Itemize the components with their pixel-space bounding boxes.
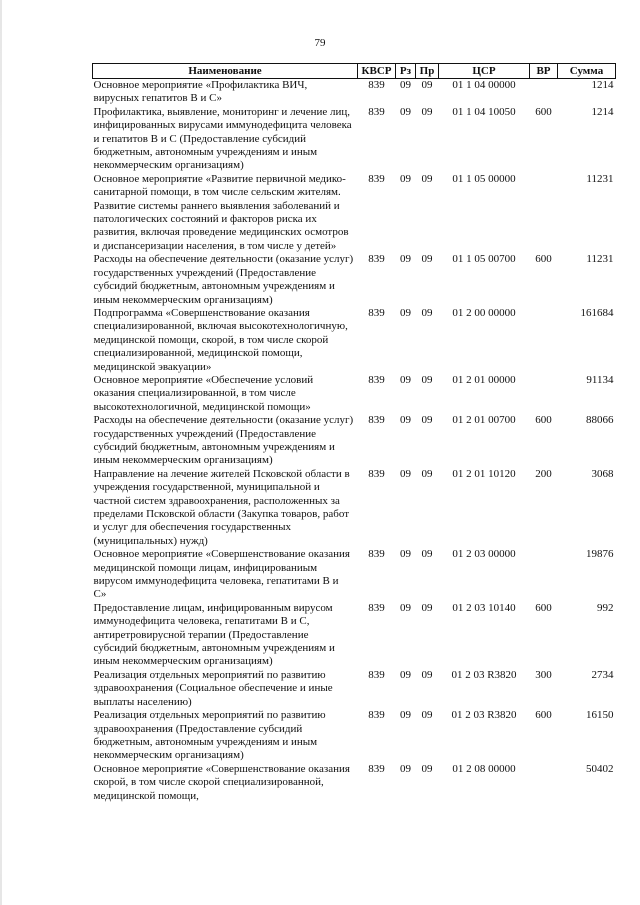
row-csr: 01 2 08 00000 bbox=[452, 762, 516, 775]
row-name: Основное мероприятие «Обеспечение условий оказания специализированной, в том числе высокотехнологичной, медицинской помощи» bbox=[93, 373, 314, 413]
row-sum: 3068 bbox=[591, 467, 614, 480]
table-row bbox=[93, 253, 616, 307]
row-sum: 2734 bbox=[591, 668, 614, 681]
row-sum: 1214 bbox=[591, 79, 614, 91]
row-kvsr: 839 bbox=[368, 414, 385, 427]
row-sum: 91134 bbox=[586, 373, 614, 386]
row-vr bbox=[530, 307, 558, 374]
row-vr: 600 bbox=[535, 709, 552, 722]
header-rz: Рз bbox=[396, 64, 416, 79]
row-vr: 600 bbox=[535, 253, 552, 266]
row-rz: 09 bbox=[400, 709, 411, 722]
row-rz: 09 bbox=[400, 253, 411, 266]
row-rz: 09 bbox=[400, 172, 411, 185]
row-rz: 09 bbox=[400, 668, 411, 681]
page-number: 79 bbox=[314, 37, 326, 49]
row-sum: 11231 bbox=[586, 172, 614, 185]
row-csr: 01 1 05 00000 bbox=[452, 172, 516, 185]
row-vr bbox=[530, 374, 558, 414]
row-sum: 19876 bbox=[586, 548, 614, 561]
row-sum: 1214 bbox=[591, 105, 614, 118]
row-kvsr: 839 bbox=[368, 172, 385, 185]
row-csr: 01 1 05 00700 bbox=[452, 253, 516, 266]
row-kvsr: 839 bbox=[368, 253, 385, 266]
budget-table bbox=[92, 63, 616, 803]
row-rz: 09 bbox=[400, 414, 411, 427]
row-csr: 01 2 00 00000 bbox=[452, 306, 516, 319]
row-pr: 09 bbox=[421, 373, 433, 386]
row-name: Профилактика, выявление, мониторинг и лечение лиц, инфицированных вирусами иммунодефицита человека и гепатитов В и С (Предоставление субсидий бюджетным, автономным учреждениям и иным некоммерческим организациям) bbox=[93, 105, 352, 172]
table-row bbox=[93, 374, 616, 414]
row-csr: 01 1 04 10050 bbox=[452, 105, 516, 118]
row-pr: 09 bbox=[421, 172, 433, 185]
row-kvsr: 839 bbox=[368, 709, 385, 722]
row-rz: 09 bbox=[400, 79, 411, 91]
row-vr: 300 bbox=[535, 668, 552, 681]
row-kvsr: 839 bbox=[368, 306, 385, 319]
row-pr: 09 bbox=[421, 709, 433, 722]
table-row bbox=[93, 669, 616, 709]
row-csr: 01 2 03 00000 bbox=[452, 548, 516, 561]
row-kvsr: 839 bbox=[368, 548, 385, 561]
row-sum: 11231 bbox=[586, 253, 614, 266]
row-csr: 01 2 03 10140 bbox=[452, 601, 516, 614]
row-name: Предоставление лицам, инфицированным вирусом иммунодефицита человека, гепатитами В и С, антиретровирусной терапии (Предоставление субсидий бюджетным, автономным учреждениям и иным некоммерческим организациям) bbox=[93, 601, 335, 668]
row-csr: 01 1 04 00000 bbox=[452, 79, 516, 91]
row-pr: 09 bbox=[421, 79, 433, 91]
row-pr: 09 bbox=[421, 668, 433, 681]
header-vr: ВР bbox=[530, 64, 558, 79]
row-pr: 09 bbox=[421, 253, 433, 266]
row-name: Реализация отдельных мероприятий по развитию здравоохранения (Предоставление субсидий бюджетным, автономным учреждениям и иным некоммерческим организациям) bbox=[93, 709, 326, 762]
header-pr: Пр bbox=[416, 64, 439, 79]
table-row bbox=[93, 602, 616, 669]
row-vr bbox=[530, 79, 558, 106]
row-rz: 09 bbox=[400, 548, 411, 561]
row-name: Расходы на обеспечение деятельности (оказание услуг) государственных учреждений (Предоставление субсидий бюджетным, автономным учреждениям и иным некоммерческим организациям) bbox=[93, 414, 354, 467]
row-name: Направление на лечение жителей Псковской области в учреждения государственной, муниципальной и частной систем здравоохранения, расположенных за пределами Псковской области (Закупка товаров, работ и услуг для обеспечения государственных (муниципальных) нужд) bbox=[93, 467, 350, 547]
row-kvsr: 839 bbox=[368, 467, 385, 480]
row-csr: 01 2 03 R3820 bbox=[451, 668, 517, 681]
row-csr: 01 2 01 00000 bbox=[452, 373, 516, 386]
row-rz: 09 bbox=[400, 762, 411, 775]
row-vr: 200 bbox=[535, 467, 552, 480]
row-pr: 09 bbox=[421, 414, 433, 427]
row-kvsr: 839 bbox=[368, 105, 385, 118]
row-pr: 09 bbox=[421, 467, 433, 480]
table-body bbox=[93, 79, 616, 803]
header-kvsr: КВСР bbox=[358, 64, 396, 79]
row-vr: 600 bbox=[535, 105, 552, 118]
table-row bbox=[93, 468, 616, 548]
table-row bbox=[93, 106, 616, 173]
row-name: Реализация отдельных мероприятий по развитию здравоохранения (Социальное обеспечение и иные выплаты населению) bbox=[93, 668, 333, 708]
row-rz: 09 bbox=[400, 467, 411, 480]
row-csr: 01 2 01 00700 bbox=[452, 414, 516, 427]
row-vr bbox=[530, 763, 558, 803]
table-row bbox=[93, 79, 616, 106]
row-kvsr: 839 bbox=[368, 601, 385, 614]
table-row bbox=[93, 414, 616, 468]
row-vr bbox=[530, 548, 558, 602]
scan-edge bbox=[0, 0, 2, 905]
row-csr: 01 2 01 10120 bbox=[452, 467, 516, 480]
table-row bbox=[93, 763, 616, 803]
table-header-row bbox=[93, 64, 616, 79]
header-sum: Сумма bbox=[558, 64, 616, 79]
row-rz: 09 bbox=[400, 306, 411, 319]
row-csr: 01 2 03 R3820 bbox=[451, 709, 517, 722]
row-kvsr: 839 bbox=[368, 668, 385, 681]
table-row bbox=[93, 709, 616, 763]
table-row bbox=[93, 307, 616, 374]
row-sum: 161684 bbox=[580, 306, 614, 319]
row-name: Основное мероприятие «Профилактика ВИЧ, вирусных гепатитов В и С» bbox=[93, 79, 308, 105]
row-pr: 09 bbox=[421, 762, 433, 775]
row-name: Основное мероприятие «Совершенствование оказания медицинской помощи лицам, инфицированиым вирусом иммунодефицита человека, гепатитами В и С» bbox=[93, 548, 350, 601]
row-kvsr: 839 bbox=[368, 373, 385, 386]
row-sum: 50402 bbox=[586, 762, 614, 775]
row-pr: 09 bbox=[421, 105, 433, 118]
row-sum: 16150 bbox=[586, 709, 614, 722]
row-kvsr: 839 bbox=[368, 762, 385, 775]
row-vr: 600 bbox=[535, 601, 552, 614]
row-pr: 09 bbox=[421, 306, 433, 319]
row-sum: 992 bbox=[597, 601, 614, 614]
row-sum: 88066 bbox=[586, 414, 614, 427]
row-vr: 600 bbox=[535, 414, 552, 427]
table-row bbox=[93, 173, 616, 253]
header-csr: ЦСР bbox=[439, 64, 530, 79]
row-name: Подпрограмма «Совершенствование оказания специализированной, включая высокотехнологичную, медицинской помощи, скорой, в том числе скорой специализированной, медицинской помощи, медицинской эвакуации» bbox=[93, 306, 348, 373]
header-name: Наименование bbox=[93, 64, 358, 79]
row-pr: 09 bbox=[421, 548, 433, 561]
row-rz: 09 bbox=[400, 105, 411, 118]
row-kvsr: 839 bbox=[368, 79, 385, 91]
row-rz: 09 bbox=[400, 601, 411, 614]
table-row bbox=[93, 548, 616, 602]
row-vr bbox=[530, 173, 558, 253]
row-pr: 09 bbox=[421, 601, 433, 614]
row-name: Расходы на обеспечение деятельности (оказание услуг) государственных учреждений (Предоставление субсидий бюджетным, автономным учреждениям и иным некоммерческим организациям) bbox=[93, 253, 354, 306]
row-name: Основное мероприятие «Развитие первичной медико-санитарной помощи, в том числе сельским жителям. Развитие системы раннего выявления заболеваний и патологических состояний и факторов риска их развития, включая проведение медицинских осмотров и диспансеризации населения, в том числе у детей» bbox=[93, 172, 349, 252]
row-name: Основное мероприятие «Совершенствование оказания скорой, в том числе скорой специализированной, медицинской помощи, bbox=[93, 762, 350, 802]
row-rz: 09 bbox=[400, 373, 411, 386]
